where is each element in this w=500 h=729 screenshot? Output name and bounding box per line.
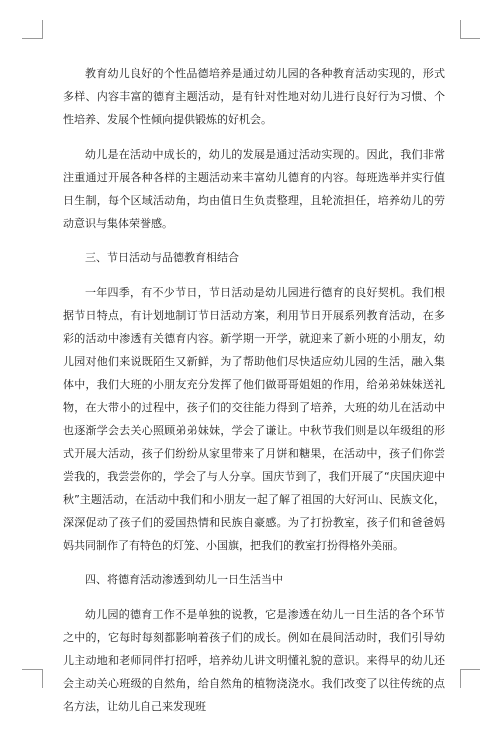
- paragraph-4: 幼儿园的德育工作不是单独的说教，它是渗透在幼儿一日生活的各个环节之中的，它每时每刻都影响着孩子们的成长。例如在晨间活动时，我们引导幼儿主动地和老师同伴打招呼，培养幼儿讲文明懂礼貌的意识。来得早的幼儿还会主动关心班级的自然角，给自然角的植物浇浇水。我们改变了以往传统的点名方法，让幼儿自己来发现班: [63, 607, 445, 713]
- paragraph-2: 幼儿是在活动中成长的，幼儿的发展是通过活动实现的。因此，我们非常注重通过开展各种各样的主题活动来丰富幼儿德育的内容。每班选举并实行值日生制，每个区域活动角，均由值日生负责整理，且轮流担任，培养幼儿的劳动意识与集体荣誉感。: [63, 147, 445, 230]
- section-heading-4: 四、将德育活动渗透到幼儿一日生活当中: [85, 573, 283, 586]
- document-body: [63, 62, 445, 729]
- paragraph-3: 一年四季，有不少节日，节日活动是幼儿园进行德育的良好契机。我们根据节日特点，有计划地制订节日活动方案，利用节日开展系列教育活动，在多彩的活动中渗透有关德育内容。新学期一开学，就迎来了新小班的小朋友，幼儿园对他们来说既陌生又新鲜，为了帮助他们尽快适应幼儿园的生活，融入集体中，我们大班的小朋友充分发挥了他们做哥哥姐姐的作用，给弟弟妹妹送礼物，在大带小的过程中，孩子们的交往能力得到了培养，大班的幼儿在活动中也逐渐学会去关心照顾弟弟妹妹，学会了谦让。中秋节我们则是以年级组的形式开展大活动，孩子们纷纷从家里带来了月饼和糖果，在活动中，孩子们你尝尝我的，我尝尝你的，学会了与人分享。国庆节到了，我们开展了“庆国庆迎中秋”主题活动，在活动中我们和小朋友一起了解了祖国的大好河山、民族文化，深深促动了孩子们的爱国热情和民族自豪感。为了打扮教室，孩子们和爸爸妈妈共同制作了有特色的灯笼、小国旗，把我们的教室打扮得格外美丽。: [63, 285, 445, 552]
- paragraph-1: 教育幼儿良好的个性品德培养是通过幼儿园的各种教育活动实现的，形式多样、内容丰富的德育主题活动，是有针对性地对幼儿进行良好行为习惯、个性培养、发展个性倾向提供锻炼的好机会。: [63, 67, 445, 126]
- section-heading-3: 三、节日活动与品德教育相结合: [85, 251, 239, 264]
